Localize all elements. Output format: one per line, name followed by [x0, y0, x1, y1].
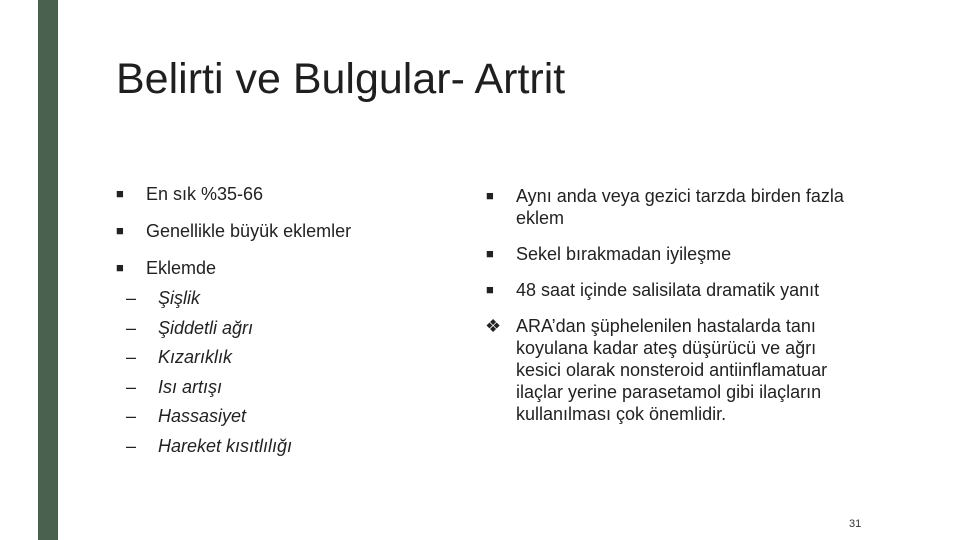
- left-bullet-list: [116, 183, 436, 464]
- list-item-text: Sekel bırakmadan iyileşme: [516, 244, 732, 264]
- dash-bullet-icon: –: [126, 435, 137, 456]
- sub-list-item: [86, 287, 436, 317]
- sub-list-item: [86, 317, 436, 347]
- dash-bullet-icon: –: [126, 347, 137, 367]
- square-bullet-icon: ■: [486, 246, 494, 261]
- dash-bullet-icon: –: [126, 288, 137, 308]
- sub-list-item: [86, 405, 436, 435]
- list-item: [486, 315, 831, 425]
- sub-list-item: [86, 435, 436, 465]
- list-item-text: Genellikle büyük eklemler: [146, 221, 352, 241]
- square-bullet-icon: ■: [486, 282, 494, 297]
- list-item: [486, 279, 866, 301]
- list-item: [486, 243, 866, 265]
- list-item-text: Eklemde: [146, 258, 217, 278]
- list-item: [116, 257, 436, 279]
- list-item: [116, 220, 436, 242]
- sub-list-item-text: Isı artışı: [158, 376, 223, 397]
- list-item: [116, 183, 436, 205]
- sub-list-item-text: Şiddetli ağrı: [158, 317, 254, 338]
- list-item-text: 48 saat içinde salisilata dramatik yanıt: [516, 280, 820, 300]
- diamond-bullet-icon: ❖: [485, 316, 502, 336]
- right-bullet-list: [486, 185, 866, 425]
- dash-bullet-icon: –: [126, 406, 137, 426]
- list-item: [486, 185, 866, 229]
- sub-list-item-text: Hassasiyet: [158, 406, 247, 426]
- dash-bullet-icon: –: [126, 376, 137, 397]
- sub-list-item: [86, 376, 436, 406]
- sub-list-item-text: Şişlik: [158, 288, 201, 308]
- page-number: 31: [849, 518, 862, 530]
- square-bullet-icon: ■: [486, 188, 494, 203]
- sub-list: [86, 287, 436, 464]
- sub-list-item-text: Hareket kısıtlılığı: [158, 435, 293, 456]
- square-bullet-icon: ■: [116, 223, 124, 238]
- slide-title: Belirti ve Bulgular- Artrit: [116, 55, 566, 103]
- dash-bullet-icon: –: [126, 317, 137, 338]
- list-item-text: En sık %35-66: [146, 184, 264, 204]
- accent-bar: [38, 0, 58, 540]
- square-bullet-icon: ■: [116, 260, 124, 275]
- sub-list-item-text: Kızarıklık: [158, 347, 233, 367]
- list-item-text: Aynı anda veya gezici tarzda birden fazla eklem: [516, 186, 844, 228]
- square-bullet-icon: ■: [116, 186, 124, 201]
- sub-list-item: [86, 346, 436, 376]
- list-item-text: ARA’dan şüphelenilen hastalarda tanı koyulana kadar ateş düşürücü ve ağrı kesici olarak nonsteroid antiinflamatuar ilaçlar yerine parasetamol gibi ilaçların kullanılması çok önemlidir.: [516, 316, 828, 424]
